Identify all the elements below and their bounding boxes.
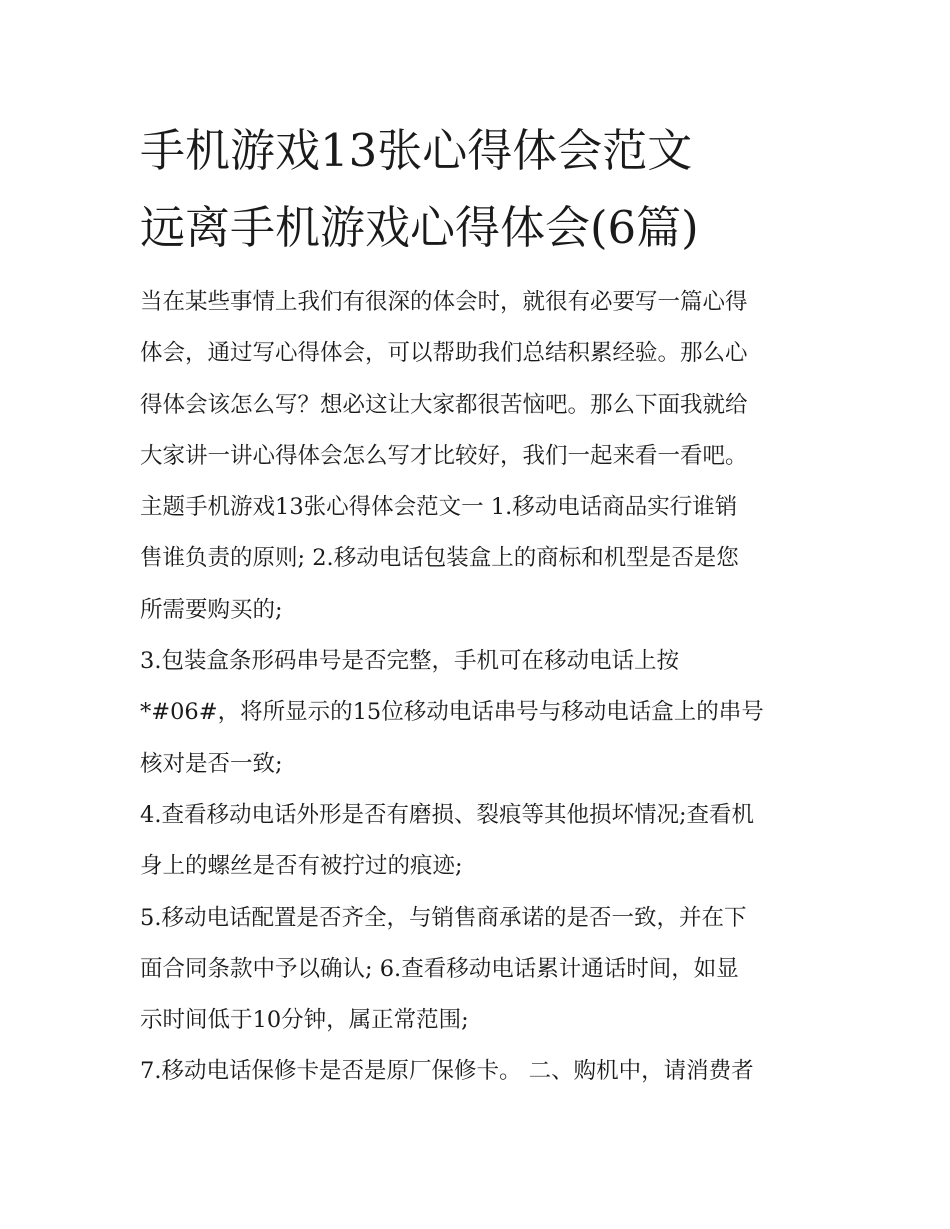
body-line-2: 体会，通过写心得体会，可以帮助我们总结积累经验。那么心 xyxy=(140,340,748,367)
body-line-7: 所需要购买的; xyxy=(140,596,283,623)
body-line-3: 得体会该怎么写？想必这让大家都很苦恼吧。那么下面我就给 xyxy=(140,391,748,418)
body-line-15: 示时间低于10分钟，属正常范围; xyxy=(140,1007,469,1034)
body-line-9: *#06#，将所显示的15位移动电话串号与移动电话盒上的串号 xyxy=(140,699,764,726)
body-line-16: 7.移动电话保修卡是否是原厂保修卡。 二、购机中，请消费者 xyxy=(140,1058,754,1085)
document-title xyxy=(140,112,840,266)
body-line-14: 面合同条款中予以确认; 6.查看移动电话累计通话时间，如显 xyxy=(140,955,739,982)
body-line-5: 主题手机游戏13张心得体会范文一 1.移动电话商品实行谁销 xyxy=(140,494,738,521)
body-line-10: 核对是否一致; xyxy=(140,750,283,777)
title-line-1: 手机游戏13张心得体会范文 xyxy=(140,124,693,177)
body-line-1: 当在某些事情上我们有很深的体会时，就很有必要写一篇心得 xyxy=(140,289,748,315)
title-line-2: 远离手机游戏心得体会(6篇) xyxy=(140,201,699,254)
body-line-4: 大家讲一讲心得体会怎么写才比较好，我们一起来看一看吧。 xyxy=(140,442,748,469)
body-line-11: 4.查看移动电话外形是否有磨损、裂痕等其他损坏情况;查看机 xyxy=(140,801,755,828)
body-line-8: 3.包装盒条形码串号是否完整，手机可在移动电话上按 xyxy=(140,648,679,675)
body-line-12: 身上的螺丝是否有被拧过的痕迹; xyxy=(140,853,463,880)
document-body xyxy=(140,277,820,1098)
body-line-13: 5.移动电话配置是否齐全，与销售商承诺的是否一致，并在下 xyxy=(140,904,747,931)
body-line-6: 售谁负责的原则; 2.移动电话包装盒上的商标和机型是否是您 xyxy=(140,545,739,572)
